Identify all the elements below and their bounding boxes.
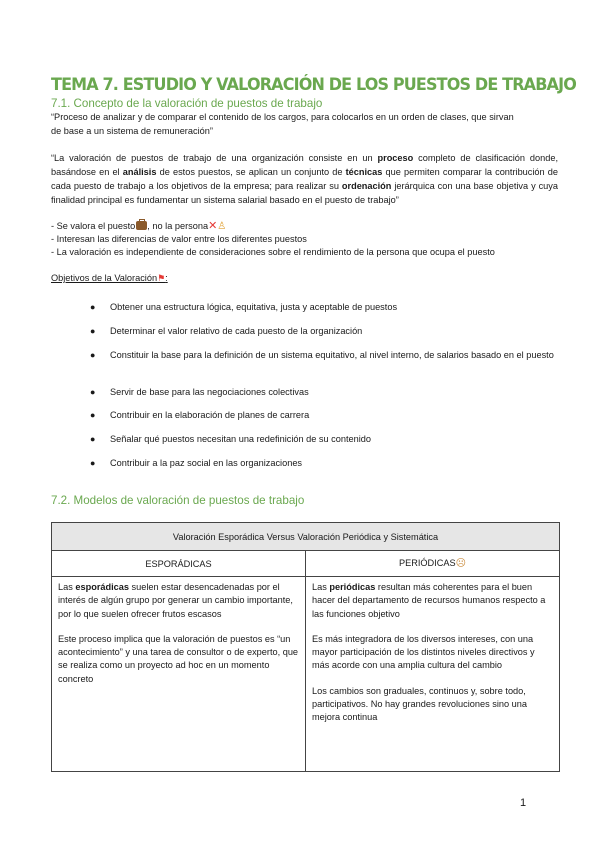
text-run: “La valoración de puestos de trabajo de una organización consiste en un (51, 153, 378, 163)
bullet-icon: ● (90, 350, 96, 360)
text-run: que permiten comparar la contribución de cada puesto de trabajo a los objetivos de la empresa; para realizar su (51, 167, 558, 191)
page-title: TEMA 7. ESTUDIO Y VALORACIÓN DE LOS PUESTOS DE TRABAJO (51, 75, 576, 95)
objective-text: Obtener una estructura lógica, equitativa, justa y aceptable de puestos (110, 302, 398, 312)
bullet-icon: ● (90, 302, 96, 312)
objectives-heading-colon: : (165, 273, 168, 283)
bullet-icon: ● (90, 326, 96, 336)
emphasis-text: técnicas (345, 167, 383, 177)
column-header-esporadicas: ESPORÁDICAS (52, 551, 306, 577)
text-run: Este proceso implica que la valoración de puestos es “un acontecimiento” y una tarea de consultor o de experto, que se realiza como un proyecto ad hoc en un momento concreto (58, 633, 299, 684)
objectives-heading-text: Objetivos de la Valoración (51, 273, 158, 283)
text-run: Es más integradora de los diversos intereses, con una mayor participación de los distintos niveles directivos y más acorde con una amplia cultura del cambio (312, 633, 535, 671)
text-run: suelen estar desencadenadas por el interés de algún grupo por generar un cambio importante, por lo que suelen ofrecer frutos escasos (58, 582, 293, 619)
esporadicas-paragraph (58, 581, 299, 621)
text-run: Los cambios son graduales, continuos y, sobre todo, participativos. No hay grandes revoluciones sino una mejora continua (312, 685, 528, 723)
flag-icon: ⚑ (157, 273, 166, 283)
text-run: Las (58, 582, 76, 592)
bullet-icon: ● (90, 458, 96, 468)
bullet-icon: ● (90, 387, 96, 397)
face-icon: ☹ (455, 558, 467, 569)
briefcase-icon (136, 221, 147, 230)
text-run: Las (312, 582, 330, 592)
objective-text: Señalar qué puestos necesitan una redefinición de su contenido (110, 434, 372, 444)
comparison-table (51, 522, 560, 772)
emphasis-text: análisis (122, 167, 157, 177)
section-heading-7-2: 7.2. Modelos de valoración de puestos de trabajo (51, 494, 305, 507)
objective-text: Determinar el valor relativo de cada puesto de la organización (110, 326, 363, 336)
emphasis-text: esporádicas (75, 582, 129, 592)
text-run: resultan más coherentes para el buen hacer del departamento de recursos humanos respecto a las funciones objetivo (312, 582, 546, 619)
quote1-line1: “Proceso de analizar y de comparar el contenido de los cargos, para colocarlos en un orden de clases, que sirvan (51, 112, 514, 122)
esporadicas-paragraph (58, 633, 299, 686)
objectives-heading (51, 273, 168, 284)
text-run: jerárquica con una base objetiva y cuya finalidad principal es fundamentar un sistema salarial basado en el puesto de trabajo” (51, 181, 558, 205)
cell-periodicas (306, 577, 560, 772)
person-icon: ♙ (217, 221, 227, 232)
cross-mark-icon: ✕ (208, 220, 218, 232)
dash-item-3: - La valoración es independiente de consideraciones sobre el rendimiento de la persona que ocupa el puesto (51, 247, 495, 257)
emphasis-text: periódicas (329, 582, 376, 592)
column-header-periodicas-text: PERIÓDICAS (398, 558, 456, 568)
periodicas-paragraph (312, 633, 553, 673)
dash-item-1-a: - Se valora el puesto (51, 221, 136, 231)
cell-esporadicas (52, 577, 306, 772)
column-header-periodicas (306, 551, 560, 577)
periodicas-paragraph (312, 581, 553, 621)
emphasis-text: ordenación (341, 181, 392, 191)
text-run: completo de clasificación donde, basándose en el (51, 153, 558, 177)
bullet-icon: ● (90, 434, 96, 444)
dash-item-1 (51, 219, 226, 232)
text-run: de estos puestos, se aplican un conjunto de (156, 167, 346, 177)
page-number: 1 (520, 797, 527, 809)
table-title: Valoración Esporádica Versus Valoración Periódica y Sistemática (52, 523, 560, 551)
quote2-paragraph (51, 151, 558, 207)
periodicas-paragraph (312, 685, 553, 725)
emphasis-text: proceso (377, 153, 414, 163)
objective-text: Contribuir en la elaboración de planes de carrera (110, 410, 310, 420)
dash-item-2: - Interesan las diferencias de valor entre los diferentes puestos (51, 234, 307, 244)
section-heading-7-1: 7.1. Concepto de la valoración de puestos de trabajo (51, 97, 323, 110)
bullet-icon: ● (90, 410, 96, 420)
quote1-line2: de base a un sistema de remuneración” (51, 126, 213, 136)
dash-item-1-b: , no la persona (147, 221, 209, 231)
objective-text: Contribuir a la paz social en las organizaciones (110, 458, 303, 468)
objective-text: Servir de base para las negociaciones colectivas (110, 387, 309, 397)
objective-text: Constituir la base para la definición de un sistema equitativo, al nivel interno, de salarios basado en el puesto (110, 350, 554, 360)
